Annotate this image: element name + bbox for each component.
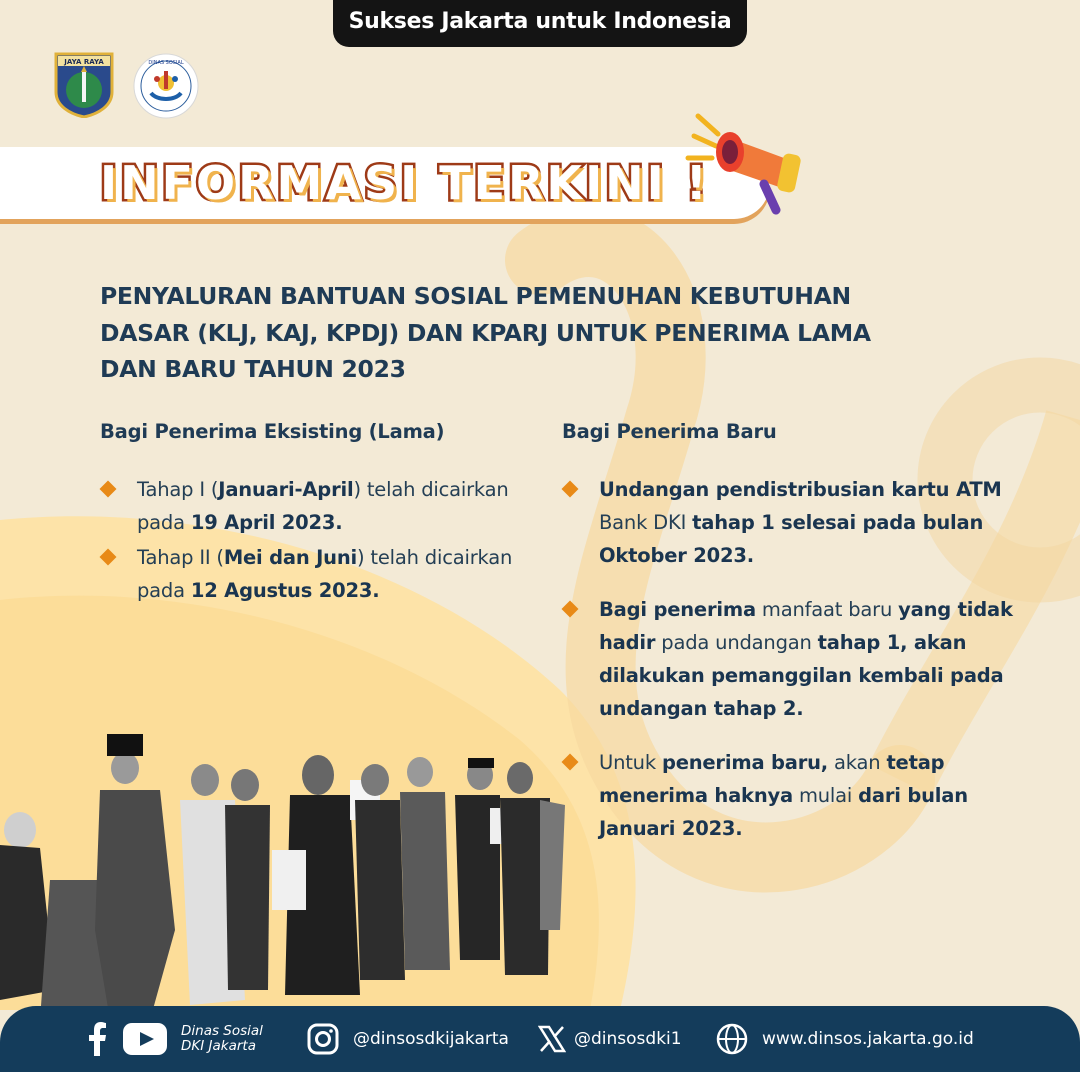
list-item: Tahap I (Januari-April) telah dicairkan pada 19 April 2023.: [100, 473, 520, 539]
new-recipients-heading: Bagi Penerima Baru: [562, 420, 777, 443]
recipients-queue-photo: [0, 730, 575, 1020]
footer: [0, 1006, 1080, 1072]
website-url: www.dinsos.jakarta.go.id: [762, 1029, 974, 1049]
list-item: Undangan pendistribusian kartu ATM Bank DKI tahap 1 selesai pada bulan Oktober 2023.: [562, 473, 1032, 572]
jakarta-seal-logo: [54, 52, 114, 118]
existing-recipients-column: [100, 420, 520, 609]
jakarta-seal-text: JAYA RAYA: [64, 58, 104, 66]
x-logo-icon: [538, 1025, 566, 1053]
dinsos-seal-text: DINAS SOSIAL: [148, 60, 184, 66]
globe-icon: [716, 1023, 748, 1055]
instagram-icon: [307, 1023, 339, 1055]
top-tagline: Sukses Jakarta untuk Indonesia: [333, 0, 747, 47]
page-title: INFORMASI TERKINI !: [100, 156, 710, 210]
list-item: Bagi penerima manfaat baru yang tidak hadir pada undangan tahap 1, akan dilakukan pemanggilan kembali pada undangan tahap 2.: [562, 593, 1032, 725]
diamond-bullet-icon: [100, 549, 117, 566]
existing-recipients-heading: Bagi Penerima Eksisting (Lama): [100, 420, 445, 443]
account-name: Dinas Sosial DKI Jakarta: [181, 1023, 263, 1054]
facebook-icon: [86, 1022, 108, 1056]
website-link[interactable]: [716, 1006, 974, 1072]
facebook-link[interactable]: [86, 1006, 108, 1072]
headline: PENYALURAN BANTUAN SOSIAL PEMENUHAN KEBUTUHAN DASAR (KLJ, KAJ, KPDJ) DAN KPARJ UNTUK PENERIMA LAMA DAN BARU TAHUN 2023: [100, 282, 871, 383]
instagram-link[interactable]: [307, 1006, 509, 1072]
new-recipients-column: [562, 420, 1032, 866]
x-handle: @dinsosdki1: [574, 1029, 682, 1049]
youtube-icon: [123, 1023, 167, 1055]
x-link[interactable]: [538, 1006, 682, 1072]
diamond-bullet-icon: [100, 481, 117, 498]
list-item: Tahap II (Mei dan Juni) telah dicairkan pada 12 Agustus 2023.: [100, 541, 520, 607]
diamond-bullet-icon: [562, 481, 579, 498]
megaphone-icon: [684, 106, 808, 218]
list-item: Untuk penerima baru, akan tetap menerima haknya mulai dari bulan Januari 2023.: [562, 746, 1032, 845]
dinsos-seal-logo: [133, 53, 199, 119]
diamond-bullet-icon: [562, 601, 579, 618]
instagram-handle: @dinsosdkijakarta: [353, 1029, 509, 1049]
youtube-link[interactable]: [123, 1006, 167, 1072]
